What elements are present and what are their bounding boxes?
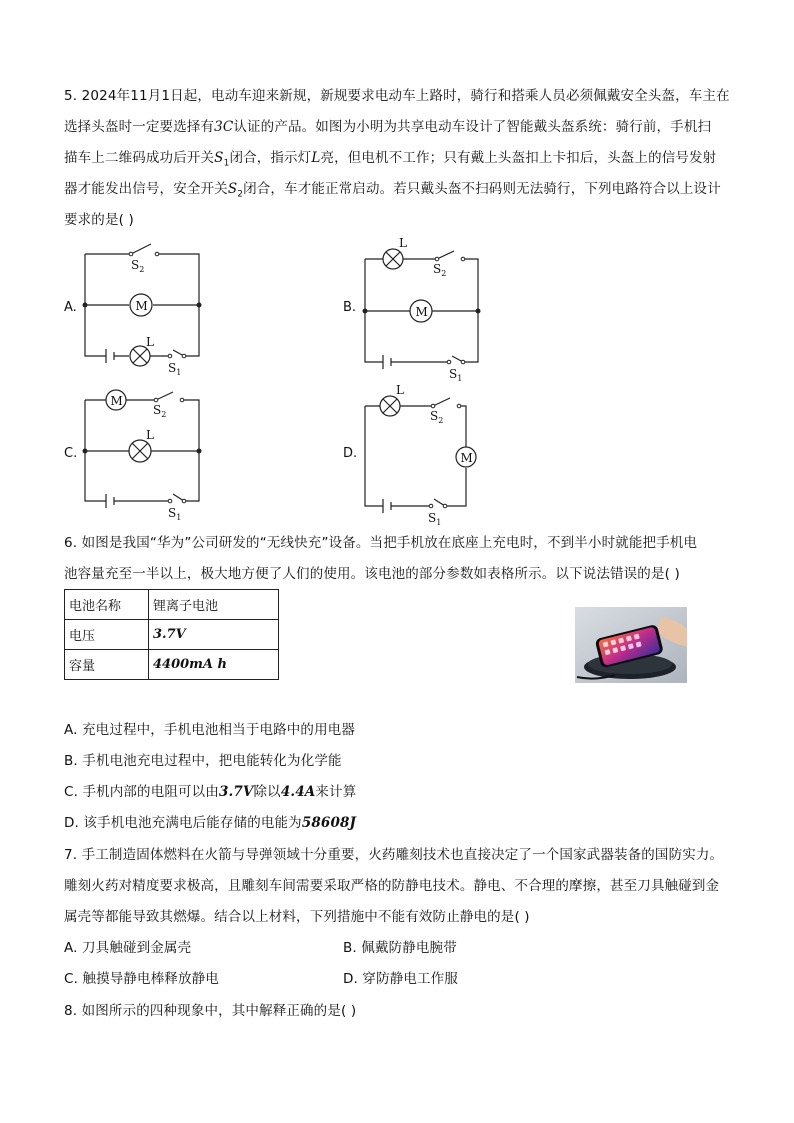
q5-circuit-c — [75, 385, 215, 525]
q5-stem-line-4: 器才能发出信号，安全开关$S_2$闭合，车才能正常启动。若只戴头盔不扫码则无法骑行，下列电路符合以上设计 — [64, 181, 721, 200]
table-row — [65, 590, 279, 620]
table-cell-label: 电压 — [65, 620, 149, 650]
q5-stem-line-3: 描车上二维码成功后开关$S_1$闭合，指示灯L亮，但电机不工作；只有戴上头盔扣上卡扣后，头盔上的信号发射 — [64, 150, 717, 169]
switch-s1-label: $S_1$ — [449, 367, 463, 383]
q5-stem-line-5: 要求的是( ) — [64, 212, 134, 228]
switch-s2-label: $S_2$ — [153, 403, 167, 419]
q8-stem-line-1: 8. 如图所示的四种现象中，其中解释正确的是( ) — [64, 1003, 357, 1019]
switch-s1-label: $S_1$ — [428, 511, 442, 527]
q6-option-a[interactable]: A. 充电过程中，手机电池相当于电路中的用电器 — [64, 722, 356, 738]
switch-s1-label: $S_1$ — [168, 361, 182, 377]
table-cell-label: 电池名称 — [65, 590, 149, 620]
q7-option-a[interactable]: A. 刀具触碰到金属壳 — [64, 940, 192, 956]
q5-option-c-label[interactable]: C. — [64, 446, 78, 461]
q7-stem-line-1: 7. 手工制造固体燃料在火箭与导弹领域十分重要，火药雕刻技术也直接决定了一个国家武器装备的国防实力。 — [64, 847, 724, 863]
wireless-charger-photo — [575, 607, 687, 683]
table-cell-label: 容量 — [65, 650, 149, 680]
table-cell-value: 锂离子电池 — [149, 590, 279, 620]
q7-stem-line-3: 属壳等都能导致其燃爆。结合以上材料，下列措施中不能有效防止静电的是( ) — [64, 909, 530, 925]
lamp-l-label: L — [146, 428, 154, 442]
motor-label: M — [110, 394, 123, 408]
q5-circuit-a — [70, 230, 220, 380]
lamp-l-label: L — [146, 335, 154, 349]
switch-s2-label: $S_2$ — [131, 258, 145, 274]
q5-stem-line-2: 选择头盔时一定要选择有3C认证的产品。如图为小明为共享电动车设计了智能戴头盔系统：骑行前，手机扫 — [64, 119, 712, 135]
q6-stem-line-2: 池容量充至一半以上，极大地方便了人们的使用。该电池的部分参数如表格所示。以下说法错误的是( ) — [64, 566, 680, 582]
switch-s2-label: $S_2$ — [433, 262, 447, 278]
q6-option-b[interactable]: B. 手机电池充电过程中，把电能转化为化学能 — [64, 753, 342, 769]
q7-stem-line-2: 雕刻火药对精度要求极高，且雕刻车间需要采取严格的防静电技术。静电、不合理的摩擦，甚至刀具触碰到金 — [64, 878, 720, 894]
table-cell-value: 3.7V — [149, 620, 279, 650]
q6-option-c[interactable]: C. 手机内部的电阻可以由3.7V除以4.4A来计算 — [64, 784, 357, 800]
table-cell-value: 4400mA h — [149, 650, 279, 680]
q6-stem-line-1: 6. 如图是我国“华为”公司研发的“无线快充”设备。当把手机放在底座上充电时，不到半小时就能把手机电 — [64, 535, 698, 551]
lamp-l-label: L — [396, 383, 404, 397]
switch-s2-label: $S_2$ — [430, 409, 444, 425]
switch-s1-label: $S_1$ — [168, 506, 182, 522]
table-row — [65, 650, 279, 680]
table-row — [65, 620, 279, 650]
q5-circuit-d — [355, 380, 490, 525]
motor-label: M — [135, 299, 148, 313]
q6-option-d[interactable]: D. 该手机电池充满电后能存储的电能为58608J — [64, 815, 357, 831]
q5-option-b-label[interactable]: B. — [343, 300, 357, 315]
q7-option-d[interactable]: D. 穿防静电工作服 — [343, 971, 458, 987]
q5-circuit-b — [355, 230, 495, 385]
lamp-l-label: L — [399, 236, 407, 250]
battery-parameter-table — [64, 589, 279, 680]
q5-option-a-label[interactable]: A. — [64, 300, 77, 315]
motor-label: M — [415, 305, 428, 319]
q5-stem-line-1: 5. 2024年11月1日起，电动车迎来新规，新规要求电动车上路时，骑行和搭乘人员必须佩戴安全头盔，车主在 — [64, 88, 730, 104]
q7-option-b[interactable]: B. 佩戴防静电腕带 — [343, 940, 457, 956]
q5-option-d-label[interactable]: D. — [343, 446, 358, 461]
motor-label: M — [460, 451, 473, 465]
q7-option-c[interactable]: C. 触摸导静电棒释放静电 — [64, 971, 219, 987]
